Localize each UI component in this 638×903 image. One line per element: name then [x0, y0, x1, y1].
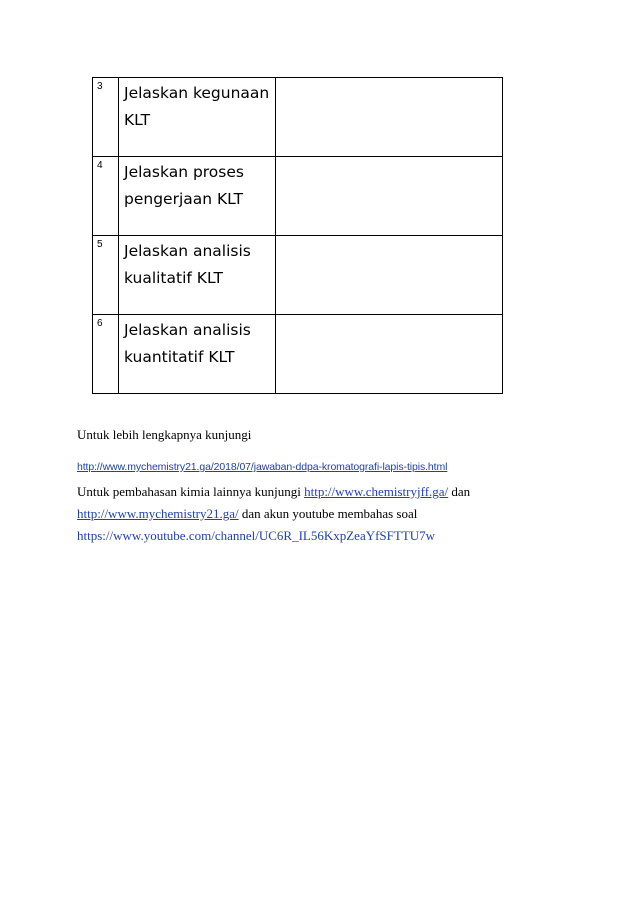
question-text: Jelaskan kegunaan KLT — [119, 78, 276, 157]
row-number: 5 — [93, 236, 119, 315]
footer-line-mychemistry — [77, 506, 417, 522]
table-row — [93, 236, 503, 315]
chemistryjff-link[interactable]: http://www.chemistryjff.ga/ — [304, 484, 449, 499]
footer-line-youtube — [77, 528, 435, 544]
question-text: Jelaskan analisis kuantitatif KLT — [119, 315, 276, 394]
table-row — [93, 78, 503, 157]
footer-line3-suffix: dan — [448, 484, 471, 499]
question-table — [92, 77, 503, 394]
question-text: Jelaskan analisis kualitatif KLT — [119, 236, 276, 315]
answer-cell[interactable] — [276, 157, 503, 236]
answer-cell[interactable] — [276, 236, 503, 315]
footer-intro-text: Untuk lebih lengkapnya kunjungi — [77, 427, 252, 442]
youtube-channel-link[interactable]: https://www.youtube.com/channel/UC6R_IL56KxpZeaYfSFTTU7w — [77, 528, 436, 543]
mychemistry-link[interactable]: http://www.mychemistry21.ga/ — [77, 506, 239, 521]
footer-line-chemistry — [77, 484, 470, 500]
row-number: 4 — [93, 157, 119, 236]
answer-cell[interactable] — [276, 78, 503, 157]
answer-cell[interactable] — [276, 315, 503, 394]
table-row — [93, 157, 503, 236]
question-text: Jelaskan proses pengerjaan KLT — [119, 157, 276, 236]
footer-main-link-line — [77, 459, 447, 475]
row-number: 3 — [93, 78, 119, 157]
main-article-link[interactable]: http://www.mychemistry21.ga/2018/07/jawaban-ddpa-kromatografi-lapis-tipis.html — [77, 461, 448, 473]
table-row — [93, 315, 503, 394]
row-number: 6 — [93, 315, 119, 394]
footer-line3-prefix: Untuk pembahasan kimia lainnya kunjungi — [77, 484, 305, 499]
footer-line4-suffix: dan akun youtube membahas soal — [238, 506, 418, 521]
